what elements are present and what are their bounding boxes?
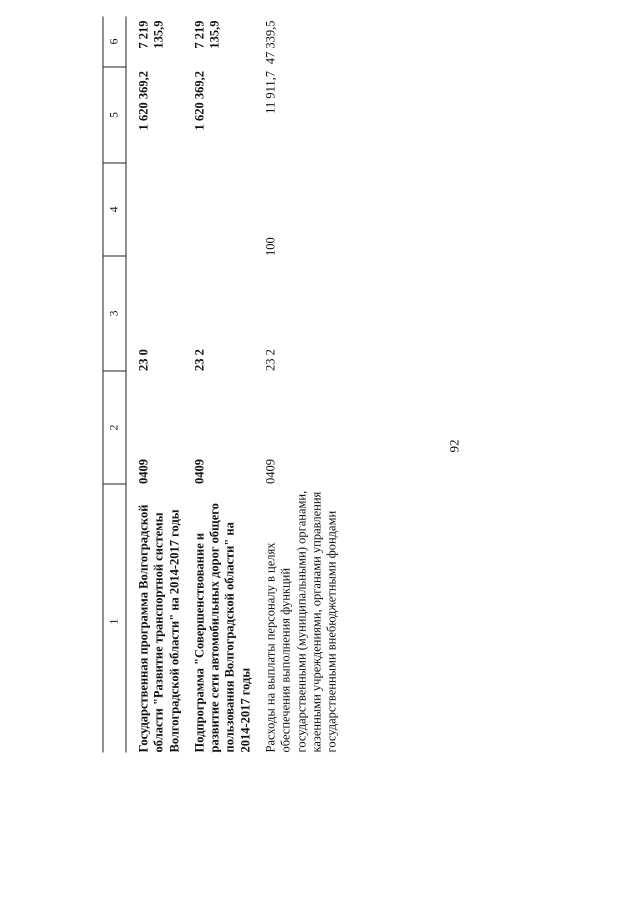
budget-table (103, 17, 341, 753)
row-expense-type (126, 163, 182, 256)
col-header-3: 3 (103, 256, 126, 371)
table-row (254, 17, 340, 753)
row-amount-2: 7 219 135,9 (136, 20, 166, 49)
row-amount-2: 7 219 135,9 (192, 20, 222, 49)
row-section-code: 0409 (263, 459, 278, 484)
row-amount-1: 1 620 369,2 (192, 71, 207, 131)
row-section-code: 0409 (136, 459, 151, 484)
page-number: 92 (446, 439, 462, 453)
row-name: Государственная программа Волгоградской области "Развитие транспортной системы Волгоградской области" на 2014-2017 годы (136, 504, 182, 753)
table-body (126, 17, 340, 753)
row-amount-1: 1 620 369,2 (136, 71, 151, 131)
row-target-code: 23 2 (192, 349, 207, 371)
col-header-1: 1 (103, 484, 126, 753)
col-header-4: 4 (103, 163, 126, 256)
header-row (103, 17, 126, 753)
row-amount-2: 47 339,5 (263, 20, 278, 65)
row-name: Расходы на выплаты персоналу в целях обеспечения выполнения функций государственными (муниципальными) органами, казенными учреждениями, органами управления государственными внебюджетными фондами (263, 490, 339, 753)
row-target-code: 23 2 (263, 349, 278, 371)
row-expense-type: 100 (263, 237, 278, 256)
col-header-6: 6 (103, 17, 126, 68)
row-amount-1: 11 911,7 (263, 71, 278, 114)
table-row (126, 17, 182, 753)
budget-table-rotated (103, 20, 473, 753)
row-target-code: 23 0 (136, 349, 151, 371)
row-name: Подпрограмма "Совершенствование и развитие сети автомобильных дорог общего пользования Волгоградской области" на 2014-2017 годы (192, 503, 253, 753)
col-header-5: 5 (103, 67, 126, 163)
table-row (182, 17, 253, 753)
col-header-2: 2 (103, 371, 126, 484)
row-section-code: 0409 (192, 459, 207, 484)
row-expense-type (182, 163, 253, 256)
